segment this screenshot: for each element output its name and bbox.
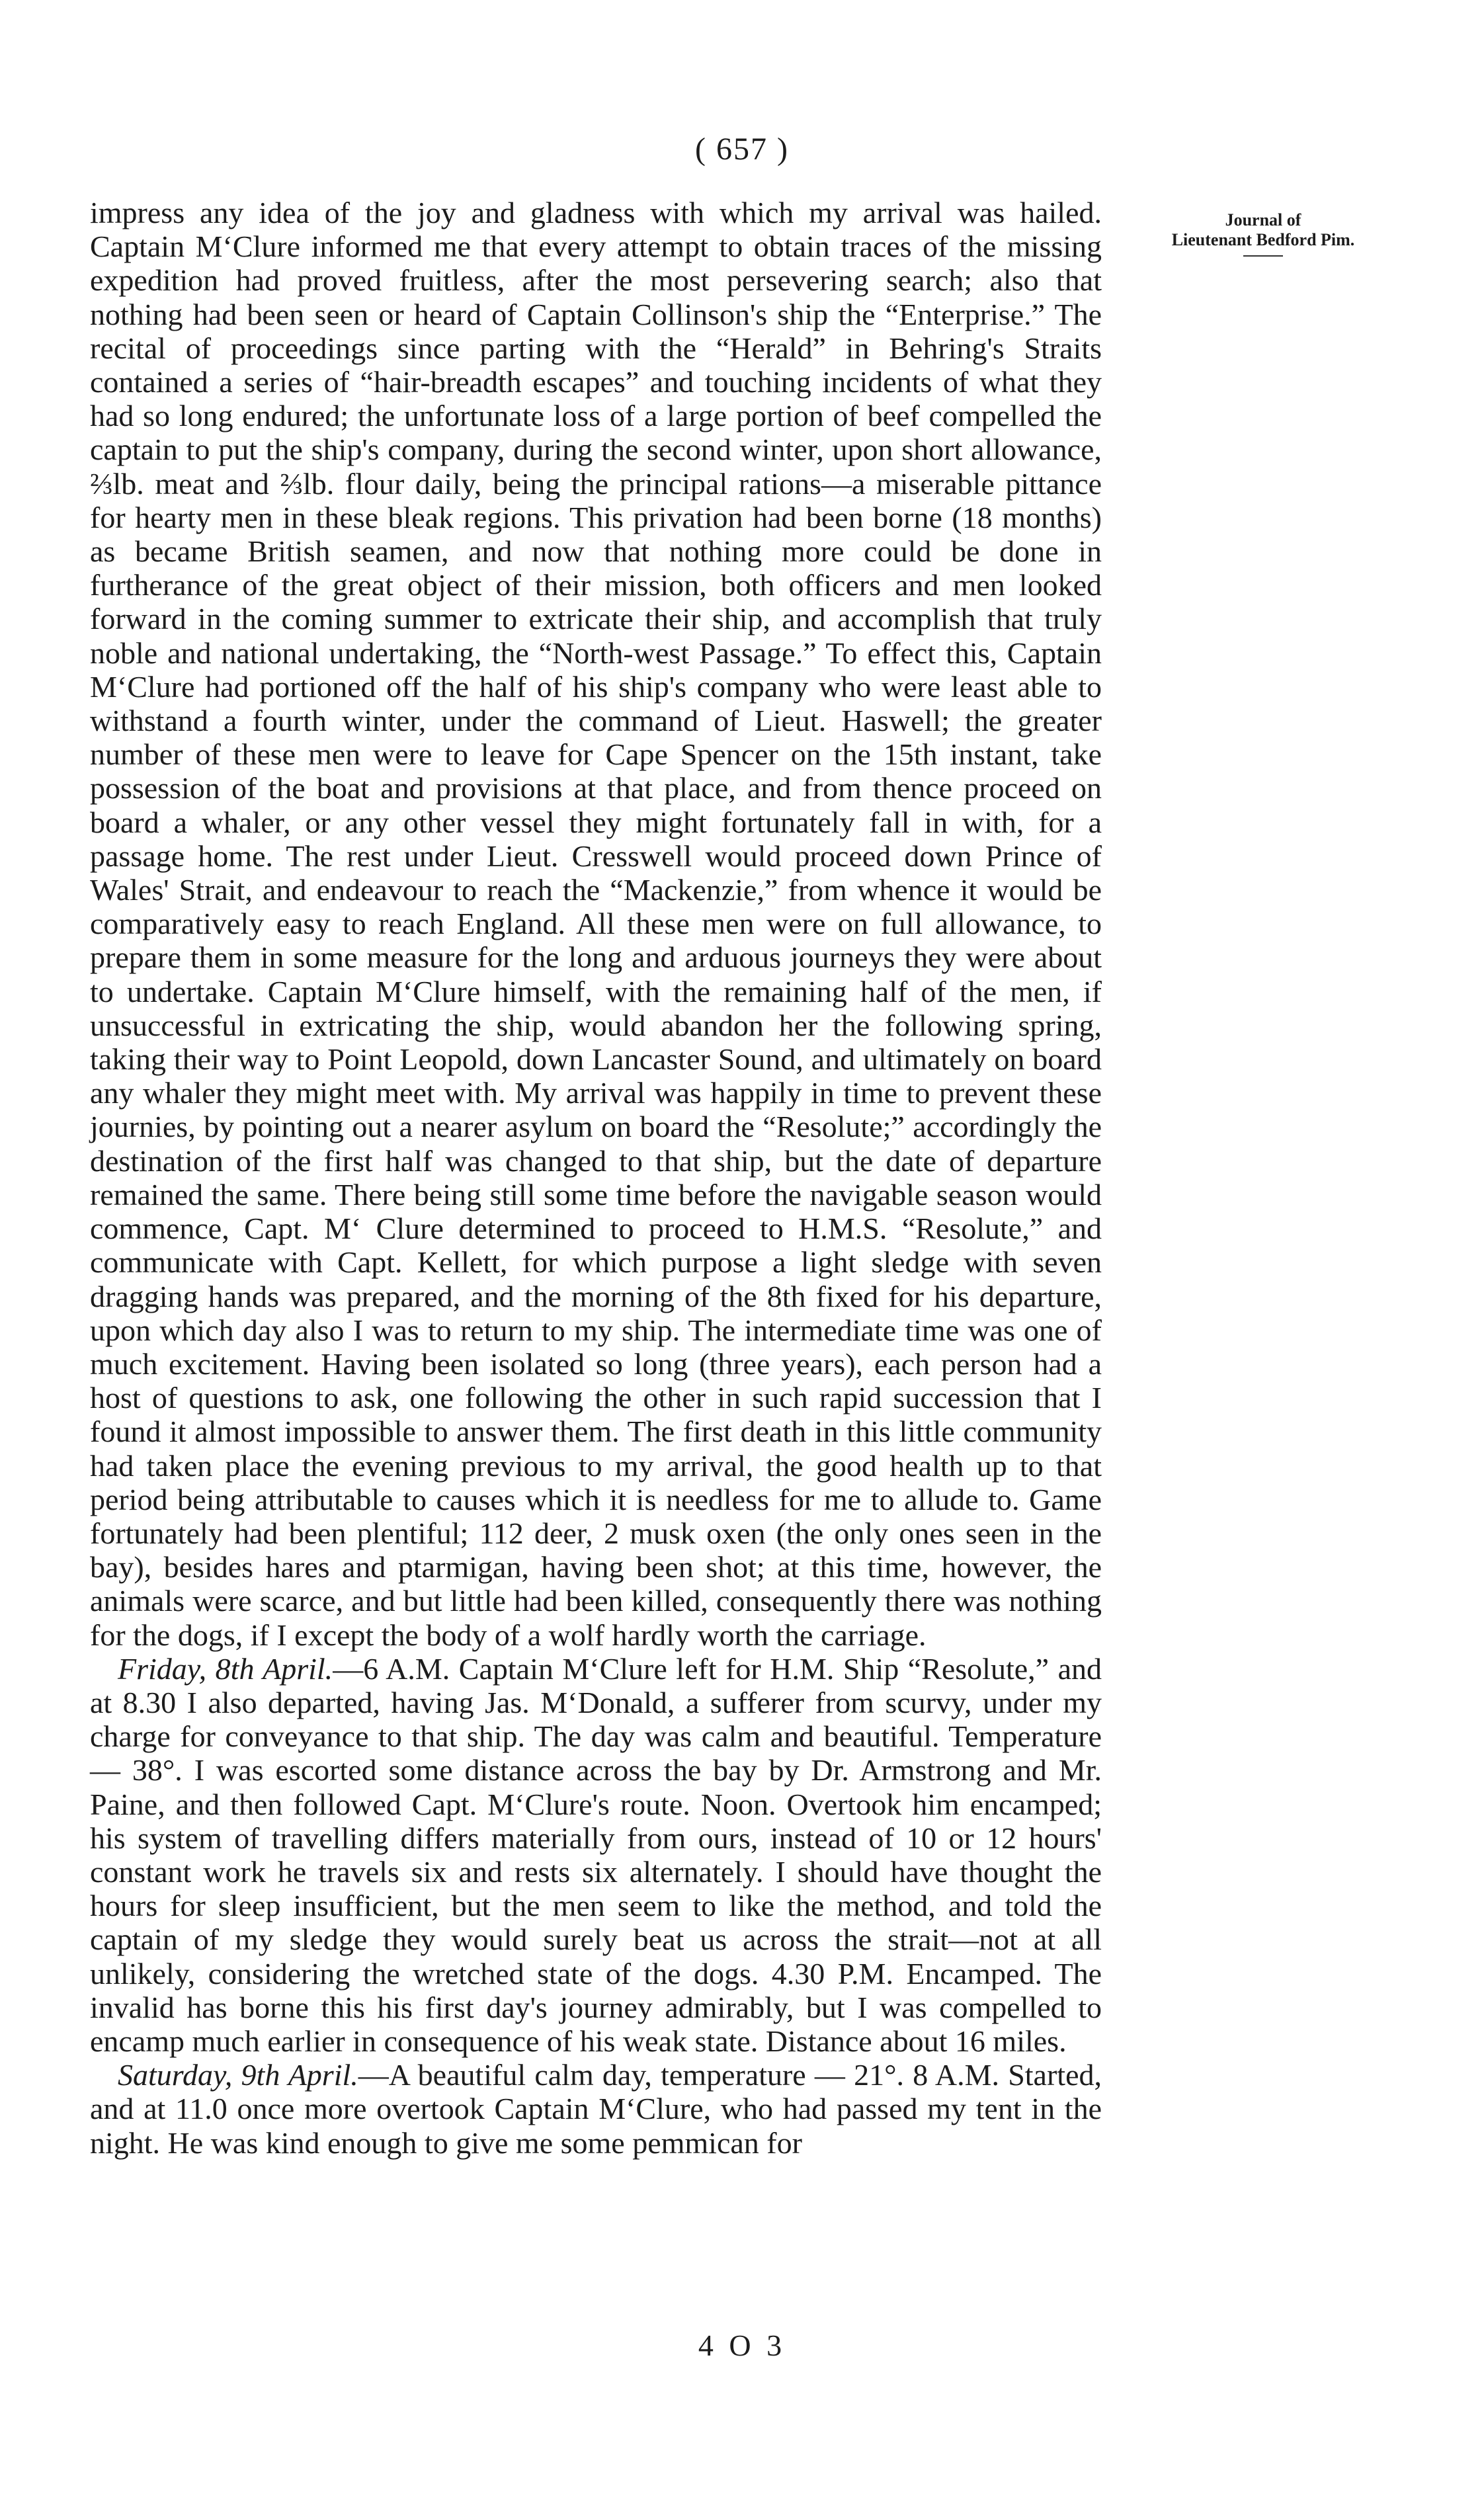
signature-mark: 4 O 3 bbox=[698, 2328, 786, 2362]
paragraph-saturday bbox=[90, 2058, 1102, 2160]
entry-date-friday: Friday, 8th April. bbox=[118, 1651, 333, 1686]
entry-text-friday: Captain M‘Clure left for H.M. Ship “Resolute,” and at 8.30 I also departed, having Jas. M‘Donald, a sufferer from scurvy, under my charge for conveyance to that ship. The day was calm and beautiful. Temperature — 38°. I was escorted some distance across the bay by Dr. Armstrong and Mr. Paine, and then followed Capt. M‘Clure's route. Noon. Overtook him encamped; his system of travelling differs materially from ours, instead of 10 or 12 hours' constant work he travels six and rests six alternately. I should have thought the hours for sleep insufficient, but the men seem to like the method, and told the captain of my sledge they would surely beat us across the strait—not at all unlikely, considering the wretched state of the dogs. 4.30 P.M. Encamped. The invalid has borne this his first day's journey admirably, but I was compelled to encamp much earlier in consequence of his weak state. Distance about 16 miles. bbox=[90, 1651, 1102, 2058]
entry-time-friday: —6 A.M. bbox=[333, 1651, 450, 1686]
margin-note-rule bbox=[1243, 255, 1283, 257]
entry-date-saturday: Saturday, 9th April. bbox=[118, 2058, 358, 2092]
margin-note-line1: Journal of bbox=[1225, 210, 1301, 229]
margin-note-line2: Lieutenant Bedford Pim. bbox=[1171, 230, 1355, 249]
journal-body bbox=[90, 196, 1102, 2160]
page-number: ( 657 ) bbox=[695, 132, 789, 167]
paragraph-arrival: impress any idea of the joy and gladness with which my arrival was hailed. Captain M‘Clure informed me that every attempt to obtain traces of the missing expedition had proved fruitless, after the most persevering search; also that nothing had been seen or heard of Captain Collinson's ship the “Enterprise.” The recital of proceedings since parting with the “Herald” in Behring's Straits contained a series of “hair-breadth escapes” and touching incidents of what they had so long endured; the unfortunate loss of a large portion of beef compelled the captain to put the ship's company, during the second winter, upon short allowance, ⅔lb. meat and ⅔lb. flour daily, being the principal rations—a miserable pittance for hearty men in these bleak regions. This privation had been borne (18 months) as became British seamen, and now that nothing more could be done in furtherance of the great object of their mission, both officers and men looked forward in the coming summer to extricate their ship, and accomplish that truly noble and national undertaking, the “North-west Passage.” To effect this, Captain M‘Clure had portioned off the half of his ship's company who were least able to withstand a fourth winter, under the command of Lieut. Haswell; the greater number of these men were to leave for Cape Spencer on the 15th instant, take possession of the boat and provisions at that place, and from thence proceed on board a whaler, or any other vessel they might fortunately fall in with, for a passage home. The rest under Lieut. Cresswell would proceed down Prince of Wales' Strait, and endeavour to reach the “Mackenzie,” from whence it would be comparatively easy to reach England. All these men were on full allowance, to prepare them in some measure for the long and arduous journeys they were about to undertake. Captain M‘Clure himself, with the remaining half of the men, if unsuccessful in extricating the ship, would abandon her the following spring, taking their way to Point Leopold, down Lancaster Sound, and ultimately on board any whaler they might meet with. My arrival was happily in time to prevent these journies, by pointing out a nearer asylum on board the “Resolute;” accordingly the destination of the first half was changed to that ship, but the date of departure remained the same. There being still some time before the navigable season would commence, Capt. M‘ Clure determined to proceed to H.M.S. “Resolute,” and communicate with Capt. Kellett, for which purpose a light sledge with seven dragging hands was prepared, and the morning of the 8th fixed for his departure, upon which day also I was to return to my ship. The intermediate time was one of much excitement. Having been isolated so long (three years), each person had a host of questions to ask, one following the other in such rapid succession that I found it almost impossible to answer them. The first death in this little community had taken place the evening previous to my arrival, the good health up to that period being attributable to causes which it is needless for me to allude to. Game fortunately had been plentiful; 112 deer, 2 musk oxen (the only ones seen in the bay), besides hares and ptarmigan, having been shot; at this time, however, the animals were scarce, and but little had been killed, consequently there was nothing for the dogs, if I except the body of a wolf hardly worth the carriage. bbox=[90, 196, 1102, 1652]
paragraph-friday bbox=[90, 1652, 1102, 2058]
entry-text-saturday: —A beautiful calm day, temperature — 21°. 8 A.M. Started, and at 11.0 once more overtook Captain M‘Clure, who had passed my tent in the night. He was kind enough to give me some pemmican for bbox=[90, 2058, 1102, 2160]
margin-note bbox=[1131, 210, 1395, 257]
